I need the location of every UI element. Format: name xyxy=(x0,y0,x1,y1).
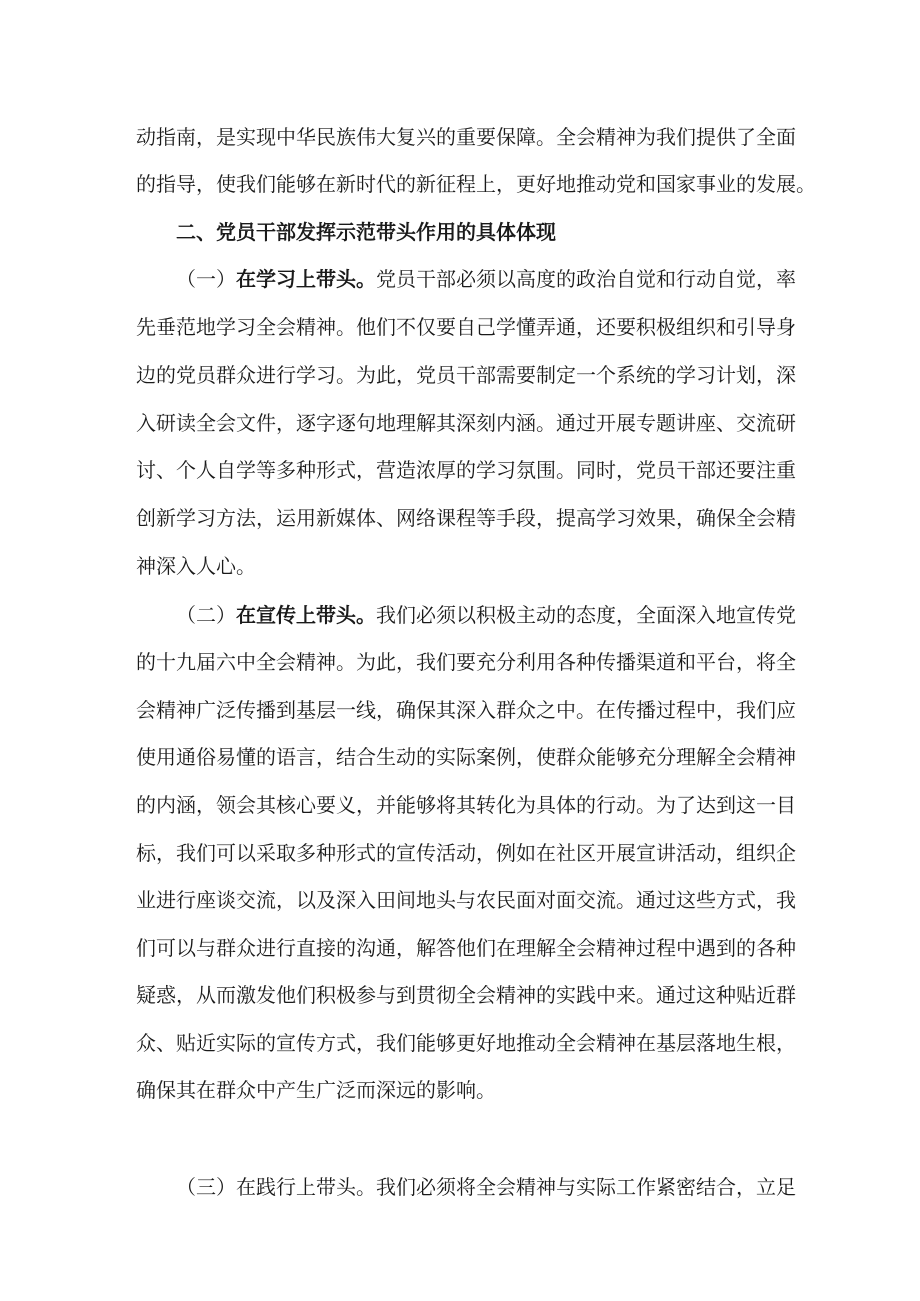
item-title: 在学习上带头。 xyxy=(236,267,376,291)
item-text: 我们必须以积极主动的态度，全面深入地宣传党 xyxy=(376,603,796,627)
paragraph-line: 业进行座谈交流，以及深入田间地头与农民面对面交流。通过这些方式，我 xyxy=(136,888,796,912)
item-number: （三） xyxy=(176,1175,236,1199)
paragraph-line-subheading xyxy=(0,602,920,628)
item-text: 我们必须将全会精神与实际工作紧密结合，立足 xyxy=(376,1175,796,1199)
paragraph-line: 使用通俗易懂的语言，结合生动的实际案例，使群众能够充分理解全会精神 xyxy=(136,745,796,769)
paragraph-line-subheading xyxy=(0,1174,920,1200)
paragraph-line: 们可以与群众进行直接的沟通，解答他们在理解全会精神过程中遇到的各种 xyxy=(136,936,796,960)
paragraph-line: 的指导，使我们能够在新时代的新征程上，更好地推动党和国家事业的发展。 xyxy=(136,172,816,196)
item-title: 在宣传上带头。 xyxy=(236,603,376,627)
paragraph-line: 动指南，是实现中华民族伟大复兴的重要保障。全会精神为我们提供了全面 xyxy=(136,125,796,149)
section-heading: 二、党员干部发挥示范带头作用的具体体现 xyxy=(176,220,556,244)
paragraph-line: 神深入人心。 xyxy=(136,554,256,578)
paragraph-line: 确保其在群众中产生广泛而深远的影响。 xyxy=(136,1078,496,1102)
paragraph-line: 先垂范地学习全会精神。他们不仅要自己学懂弄通，还要积极组织和引导身 xyxy=(136,315,796,339)
paragraph-line: 疑惑，从而激发他们积极参与到贯彻全会精神的实践中来。通过这种贴近群 xyxy=(136,983,796,1007)
paragraph-line: 入研读全会文件，逐字逐句地理解其深刻内涵。通过开展专题讲座、交流研 xyxy=(136,411,796,435)
paragraph-line: 创新学习方法，运用新媒体、网络课程等手段，提高学习效果，确保全会精 xyxy=(136,506,796,530)
paragraph-line: 会精神广泛传播到基层一线，确保其深入群众之中。在传播过程中，我们应 xyxy=(136,698,796,722)
item-number: （二） xyxy=(176,603,236,627)
paragraph-line: 讨、个人自学等多种形式，营造浓厚的学习氛围。同时，党员干部还要注重 xyxy=(136,458,796,482)
paragraph-line: 的内涵，领会其核心要义，并能够将其转化为具体的行动。为了达到这一目 xyxy=(136,793,796,817)
paragraph-line: 的十九届六中全会精神。为此，我们要充分利用各种传播渠道和平台，将全 xyxy=(136,650,796,674)
item-number: （一） xyxy=(176,267,236,291)
item-text: 党员干部必须以高度的政治自觉和行动自觉，率 xyxy=(376,267,796,291)
paragraph-line: 众、贴近实际的宣传方式，我们能够更好地推动全会精神在基层落地生根， xyxy=(136,1031,796,1055)
paragraph-line-subheading xyxy=(0,266,920,292)
paragraph-line: 边的党员群众进行学习。为此，党员干部需要制定一个系统的学习计划，深 xyxy=(136,363,796,387)
paragraph-line: 标，我们可以采取多种形式的宣传活动，例如在社区开展宣讲活动，组织企 xyxy=(136,841,796,865)
item-title: 在践行上带头。 xyxy=(236,1175,376,1199)
